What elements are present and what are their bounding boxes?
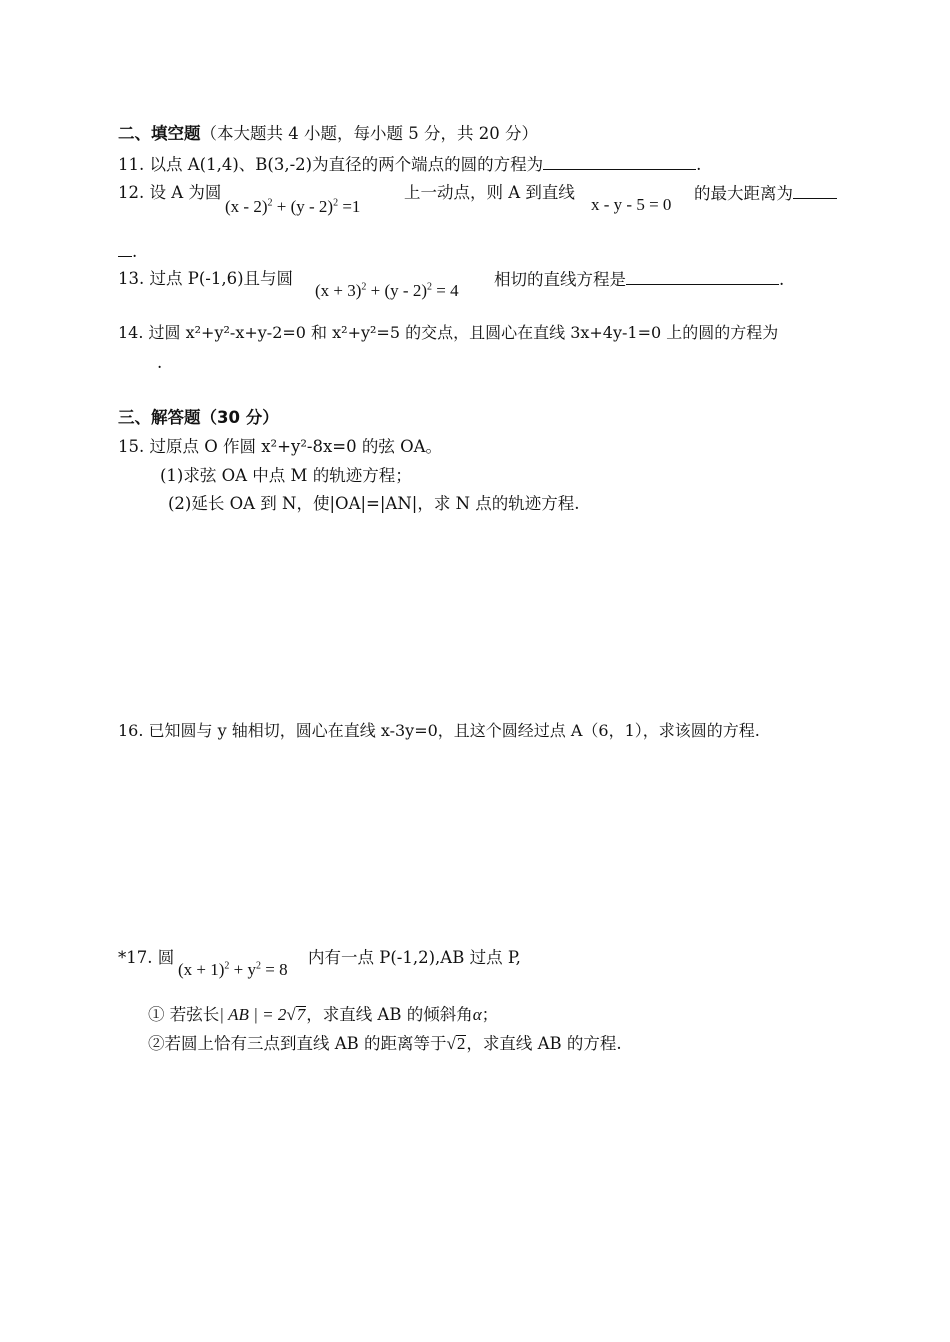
q14-line1: 14. 过圆 x²+y²-x+y-2=0 和 x²+y²=5 的交点，且圆心在直线 3x+4y-1=0 上的圆的方程为 [118,323,779,342]
q13-suffix-row [494,268,784,291]
exponent: 2 [427,281,432,293]
q17-suffix: 内有一点 P(-1,2),AB 过点 P, [308,948,521,967]
q13-answer-blank[interactable] [626,268,779,285]
section-2-heading: 二、填空题 [118,124,201,143]
q17-part2 [148,1033,622,1055]
q17-chord-expr: | AB | = 2 [219,1005,287,1024]
q12-end: . [132,242,138,261]
exponent: 2 [361,281,367,293]
exponent: 2 [224,960,230,972]
q12-circle-part-c: =1 [338,197,361,216]
q12-circle-part-b: + (y - 2) [272,197,334,216]
sqrt-2-expr: √2 [446,1034,466,1053]
sqrt-7: 7 [296,1005,306,1024]
q12-middle: 上一动点，则 A 到直线 [404,183,575,202]
q13-circle-part-c: = 4 [432,281,459,300]
q12-suffix-row [694,182,837,205]
q17-circle-equation [178,960,288,980]
q17-part1-end: ； [481,1005,499,1024]
exponent: 2 [267,197,273,209]
sqrt-2: 2 [456,1034,466,1053]
section-2-note: （本大题共 4 小题，每小题 5 分，共 20 分） [200,124,538,143]
q17-part1-prefix: ① 若弦长 [148,1005,220,1024]
q12-answer-blank-cont[interactable] [118,240,132,257]
q17-circle-part-a: (x + 1) [178,960,225,979]
q13-end: . [779,270,785,289]
q12-suffix: 的最大距离为 [694,184,793,203]
q14-end: . [157,353,163,372]
q17-chord-length: | AB | = 2√7 [219,1005,306,1024]
q17-circle-part-b: + y [229,960,257,979]
q13-circle-equation [315,281,459,301]
alpha-symbol: α [472,1005,482,1024]
question-11 [118,153,701,176]
q12-circle-part-a: (x - 2) [225,197,268,216]
q15-part1: (1)求弦 OA 中点 M 的轨迹方程； [160,466,412,485]
q11-end: . [696,155,702,174]
q12-prefix: 12. 设 A 为圆 [118,183,222,202]
q17-circle-part-c: = 8 [261,960,288,979]
q16-text: 16. 已知圆与 y 轴相切，圆心在直线 x-3y=0，且这个圆经过点 A（6，1），求该圆的方程. [118,721,760,740]
q12-continuation [118,240,137,263]
q13-suffix: 相切的直线方程是 [494,270,626,289]
q11-text: 11. 以点 A(1,4)、B(3,-2)为直径的两个端点的圆的方程为 [118,155,544,174]
q17-part2-suffix: ，求直线 AB 的方程. [466,1034,622,1053]
q15-stem: 15. 过原点 O 作圆 x²+y²-8x=0 的弦 OA。 [118,437,443,456]
q12-line-equation: x - y - 5 = 0 [591,195,672,214]
exponent: 2 [333,197,339,209]
q17-part1 [148,1004,498,1026]
section-3-title: 三、解答题（30 分） [118,408,279,427]
q17-part2-prefix: ②若圆上恰有三点到直线 AB 的距离等于 [148,1034,447,1053]
q17-part1-suffix: ，求直线 AB 的倾斜角 [306,1005,473,1024]
q12-circle-equation [225,197,360,217]
q13-circle-part-b: + (y - 2) [366,281,427,300]
q12-answer-blank[interactable] [793,182,837,199]
section-2-title [118,123,538,145]
q11-answer-blank[interactable] [543,153,696,170]
q17-prefix: *17. 圆 [118,948,175,967]
q13-circle-part-a: (x + 3) [315,281,362,300]
q13-prefix: 13. 过点 P(-1,6)且与圆 [118,269,294,288]
exponent: 2 [256,960,262,972]
q15-part2: (2)延长 OA 到 N，使|OA|=|AN|，求 N 点的轨迹方程. [168,494,580,513]
